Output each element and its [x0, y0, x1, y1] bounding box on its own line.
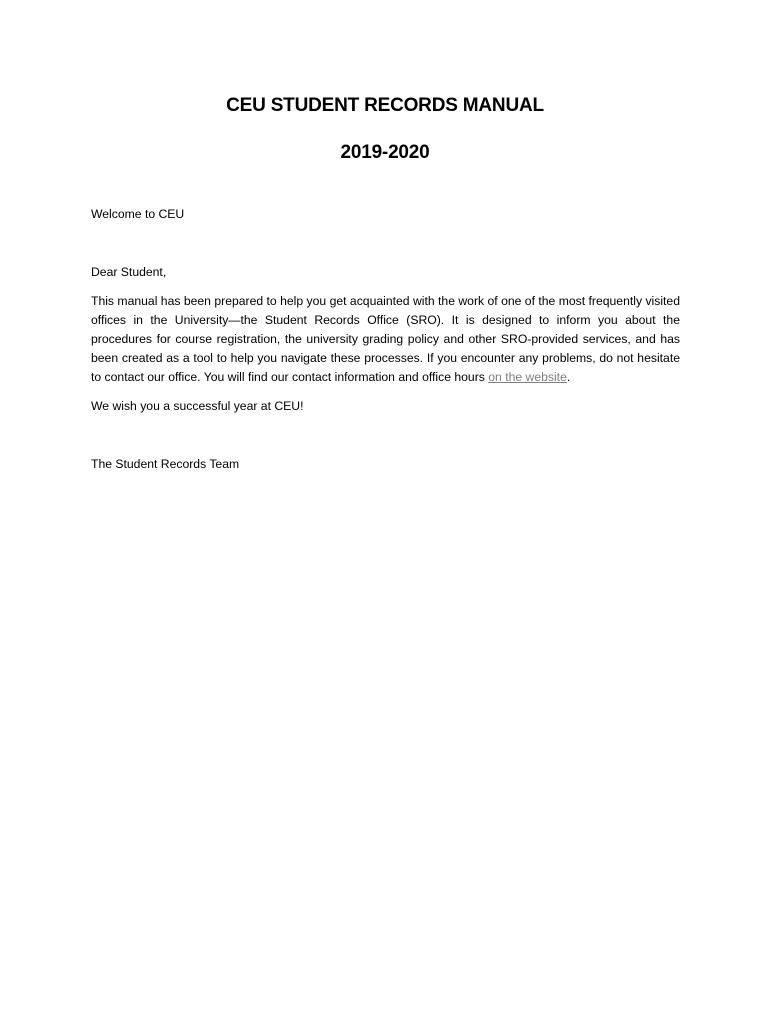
- intro-end: .: [566, 370, 571, 384]
- intro-text: This manual has been prepared to help you get acquainted with the work of one of the most frequently visited offices in the University—the Student Records Office (SRO). It is designed to inform you about the procedures for course registration, the university grading policy and other SRO-provided services, and has been created as a tool to help you navigate these processes. If you encounter any problems, do not hesitate to contact our office. You will find our contact information and office hours: [91, 294, 680, 384]
- closing-wish: We wish you a successful year at CEU!: [91, 399, 304, 413]
- website-link[interactable]: on the website: [488, 370, 567, 384]
- document-year: 2019-2020: [340, 142, 430, 163]
- signoff: The Student Records Team: [91, 457, 240, 471]
- salutation: Dear Student,: [91, 265, 167, 279]
- intro-paragraph: [91, 292, 680, 387]
- document-title: CEU STUDENT RECORDS MANUAL: [226, 95, 544, 116]
- welcome-line: Welcome to CEU: [91, 207, 185, 221]
